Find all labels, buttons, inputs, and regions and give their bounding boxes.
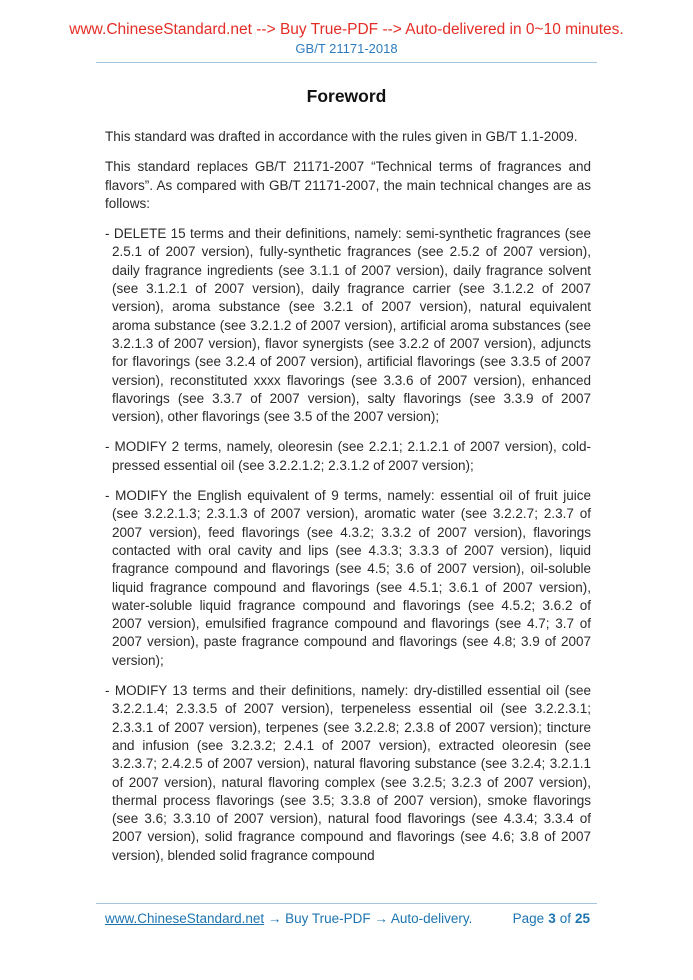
promo-banner: www.ChineseStandard.net --> Buy True-PDF --> Auto-delivered in 0~10 minutes. (69, 21, 624, 38)
footer-website-link[interactable]: www.ChineseStandard.net (105, 911, 265, 926)
bullet-item-delete-terms: - DELETE 15 terms and their definitions, namely: semi-synthetic fragrances (see 2.5.1 of 2007 version), fully-synthetic fragrances (see 2.5.2 of 2007 version), daily fragrance ingredients (see 3.1.1 of 2007 version), daily fragrance solvent (see 3.1.2.1 of 2007 version), daily fragrance carrier (see 3.1.2.2 of 2007 version), aroma substance (see 3.2.1 of 2007 version), natural equivalent aroma substance (see 3.2.1.2 of 2007 version), artificial aroma substances (see 3.2.1.3 of 2007 version), flavor synergists (see 3.2.2 of 2007 version), adjuncts for flavorings (see 3.2.4 of 2007 version), artificial flavorings (see 3.3.5 of 2007 version), reconstituted xxxx flavorings (see 3.3.6 of 2007 version), enhanced flavorings (see 3.3.7 of 2007 version), salty flavorings (see 3.3.9 of 2007 version), other flavorings (see 3.5 of the 2007 version); (105, 226, 591, 425)
page-footer (96, 903, 597, 926)
paragraph: This standard replaces GB/T 21171-2007 “Technical terms of fragrances and flavors”. As compared with GB/T 21171-2007, the main technical changes are as follows: (105, 159, 591, 211)
of-label: of (559, 911, 571, 926)
standard-number: GB/T 21171-2018 (295, 41, 398, 56)
footer-divider (96, 903, 597, 904)
paragraph: This standard was drafted in accordance with the rules given in GB/T 1.1-2009. (105, 129, 578, 144)
page-title: Foreword (306, 86, 387, 106)
footer-page-indicator (513, 911, 590, 926)
bullet-item-modify-2-terms: - MODIFY 2 terms, namely, oleoresin (see 2.2.1; 2.1.2.1 of 2007 version), cold-pressed essential oil (see 3.2.2.1.2; 2.3.1.2 of 2007 version); (105, 439, 591, 473)
header-divider (96, 62, 597, 63)
footer-delivery-text: → Buy True-PDF → Auto-delivery. (264, 911, 473, 926)
page-total: 25 (574, 911, 590, 926)
page-label: Page (512, 911, 545, 926)
footer-left (105, 911, 472, 926)
page-current: 3 (548, 911, 556, 926)
bullet-item-modify-english-equivalent: - MODIFY the English equivalent of 9 terms, namely: essential oil of fruit juice (see 3.2.2.1.3; 2.3.1.3 of 2007 version), aromatic water (see 3.2.2.7; 2.3.7 of 2007 version), feed flavorings (see 4.3.2; 3.3.2 of 2007 version), flavorings contacted with oral cavity and lips (see 4.3.3; 3.3.3 of 2007 version), liquid fragrance compound and flavorings (see 4.5; 3.6 of 2007 version), oil-soluble liquid fragrance compound and flavorings (see 4.5.1; 3.6.1 of 2007 version), water-soluble liquid fragrance compound and flavorings (see 4.5.2; 3.6.2 of 2007 version), emulsified fragrance compound and flavorings (see 4.7; 3.7 of 2007 version), paste fragrance compound and flavorings (see 4.8; 3.9 of 2007 version); (105, 488, 591, 668)
bullet-item-modify-13-terms: - MODIFY 13 terms and their definitions, namely: dry-distilled essential oil (see 3.2.2.1.4; 2.3.3.5 of 2007 version), terpeneless essential oil (see 3.2.2.3.1; 2.3.3.1 of 2007 version), terpenes (see 3.2.2.8; 2.3.8 of 2007 version); tincture and infusion (see 3.2.3.2; 2.4.1 of 2007 version), extracted oleoresin (see 3.2.3.7; 2.4.2.5 of 2007 version), natural flavoring substance (see 3.2.4; 3.2.1.1 of 2007 version), natural flavoring complex (see 3.2.5; 3.2.3 of 2007 version), thermal process flavorings (see 3.5; 3.3.8 of 2007 version), smoke flavorings (see 3.6; 3.3.10 of 2007 version), natural food flavorings (see 4.3.4; 3.3.4 of 2007 version), solid fragrance compound and flavorings (see 4.6; 3.8 of 2007 version), blended solid fragrance compound (105, 683, 591, 863)
document-body (105, 128, 591, 865)
